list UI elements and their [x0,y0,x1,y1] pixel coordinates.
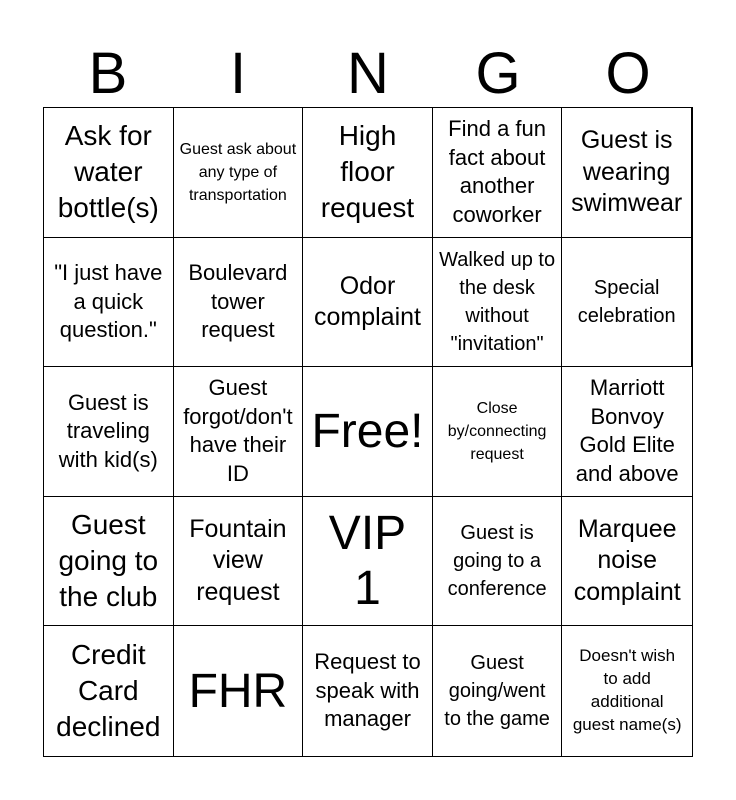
cell-text: Odor complaint [313,271,421,331]
bingo-cell[interactable] [562,108,692,238]
cell-text: Marriott Bonvoy Gold Elite and above [575,375,679,487]
bingo-cell[interactable] [44,367,174,497]
cell-text: Guest forgot/don't have their ID [183,375,293,487]
bingo-cell[interactable] [562,238,692,368]
cell-text: Guest is traveling with kid(s) [58,389,158,472]
bingo-cell[interactable] [44,626,174,756]
bingo-cell[interactable] [433,497,563,627]
bingo-cell[interactable] [562,367,692,497]
bingo-board [43,107,693,757]
bingo-cell[interactable] [433,367,563,497]
cell-text: Request to speak with manager [314,649,421,732]
cell-text: Boulevard tower request [188,260,288,343]
cell-text: Guest going to the club [58,508,159,613]
cell-text: Walked up to the desk without "invitation" [439,248,556,355]
bingo-cell[interactable] [562,626,692,756]
cell-text: Guest ask about any type of transportation [179,140,297,204]
bingo-cell[interactable] [303,626,433,756]
bingo-cell[interactable] [44,108,174,238]
bingo-cell[interactable] [303,108,433,238]
bingo-cell[interactable] [433,108,563,238]
bingo-cell[interactable] [174,108,304,238]
cell-text: Doesn't wish to add additional guest name(s) [572,646,682,735]
cell-text: Close by/connecting request [447,399,547,464]
bingo-header [43,40,693,108]
bingo-cell-free[interactable] [303,367,433,497]
header-letter-g: G [475,41,521,106]
cell-text: VIP 1 [328,506,407,616]
bingo-cell[interactable] [174,367,304,497]
cell-text: High floor request [320,119,415,224]
bingo-cell[interactable] [174,238,304,368]
cell-text: Guest is going to a conference [447,522,547,601]
header-letter-n: N [347,41,389,106]
cell-text: Fountain view request [189,515,287,606]
bingo-cell[interactable] [44,497,174,627]
free-space-text: Free! [311,404,424,458]
header-letter-o: O [605,41,651,106]
cell-text: Guest is wearing swimwear [571,126,683,217]
header-letter-i: I [229,41,247,106]
cell-text: Credit Card declined [56,638,161,743]
bingo-cell[interactable] [433,238,563,368]
bingo-cell[interactable] [174,626,304,756]
cell-text: Ask for water bottle(s) [57,119,159,224]
cell-text: Marquee noise complaint [573,515,681,606]
cell-text: Find a fun fact about another coworker [448,116,547,227]
bingo-cell[interactable] [44,238,174,368]
cell-text: FHR [188,664,288,718]
cell-text: "I just have a quick question." [54,260,163,343]
bingo-cell[interactable] [303,497,433,627]
cell-text: Special celebration [577,276,676,327]
bingo-cell[interactable] [562,497,692,627]
header-letter-b: B [88,41,128,106]
bingo-cell[interactable] [433,626,563,756]
cell-text: Guest going/went to the game [444,652,550,731]
bingo-cell[interactable] [174,497,304,627]
bingo-cell[interactable] [303,238,433,368]
